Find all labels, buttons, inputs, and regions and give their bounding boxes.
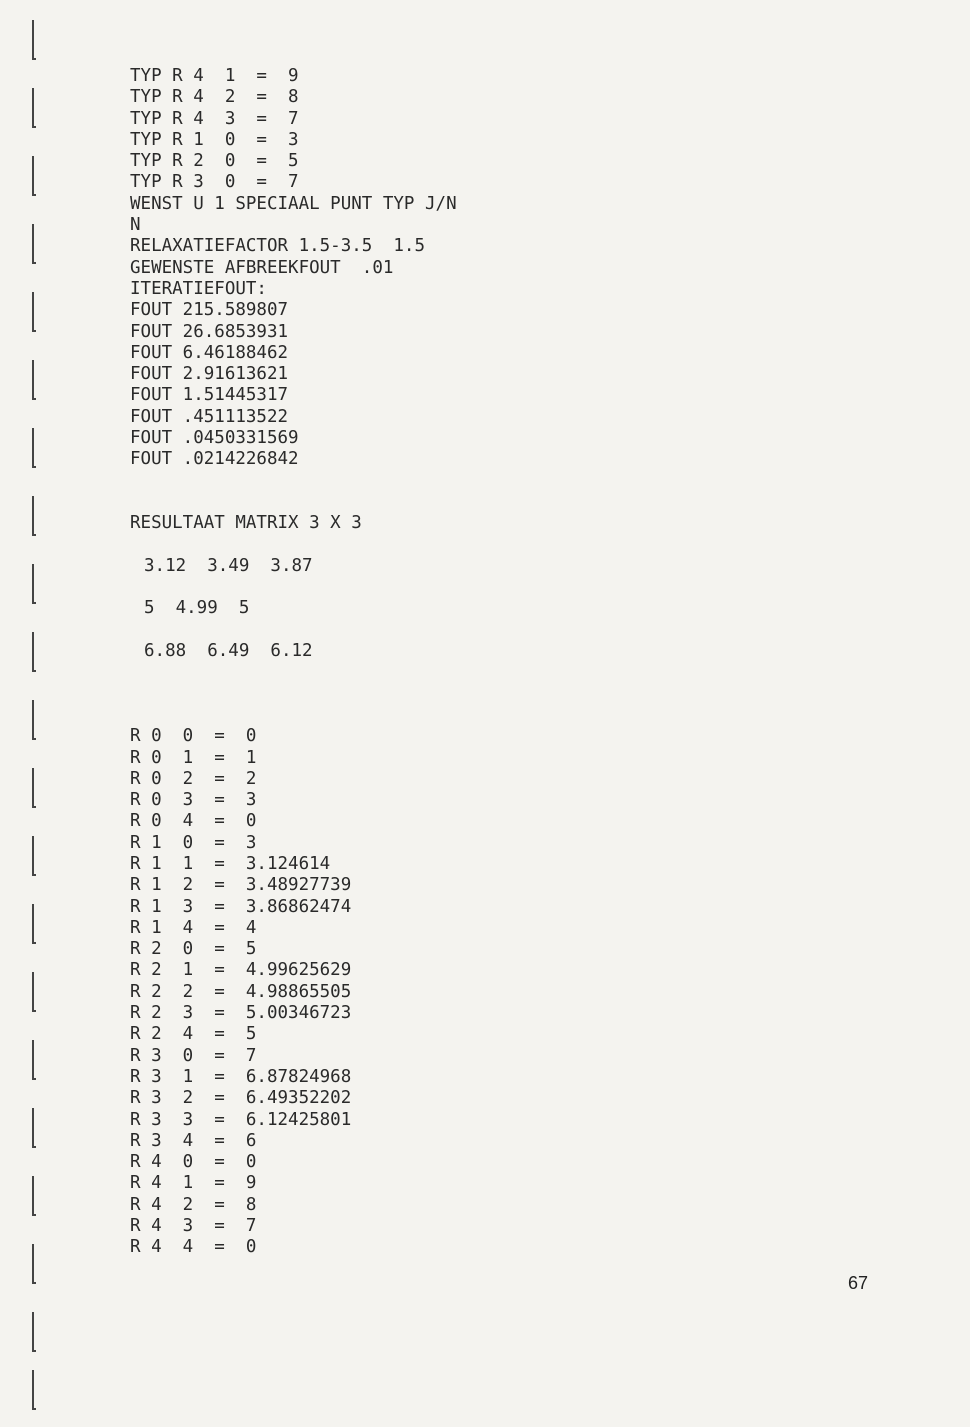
- iteration-error-heading: ITERATIEFOUT:: [130, 278, 267, 299]
- binding-mark: [32, 904, 36, 944]
- binding-mark: [32, 496, 36, 536]
- binding-mark: [32, 1176, 36, 1216]
- spacer: [130, 471, 650, 514]
- r-line: R 1 2 = 3.48927739: [130, 875, 352, 896]
- r-line: R 2 0 = 5: [130, 939, 257, 960]
- special-point-prompt: WENST U 1 SPECIAAL PUNT TYP J/N: [130, 193, 457, 214]
- binding-mark: [32, 360, 36, 400]
- result-matrix-title: RESULTAAT MATRIX 3 X 3: [130, 513, 362, 534]
- spacer: [130, 577, 650, 598]
- r-line: R 2 3 = 5.00346723: [130, 1003, 352, 1024]
- spacer: [130, 620, 650, 641]
- r-line: R 3 1 = 6.87824968: [130, 1066, 352, 1087]
- fout-line: FOUT .451113522: [130, 406, 289, 427]
- matrix-row: 6.88 6.49 6.12: [144, 641, 313, 662]
- binding-mark: [32, 632, 36, 672]
- binding-mark: [32, 1312, 36, 1352]
- r-line: R 2 2 = 4.98865505: [130, 981, 352, 1002]
- r-line: R 2 4 = 5: [130, 1024, 257, 1045]
- spacer: [130, 662, 650, 705]
- r-line: R 4 2 = 8: [130, 1194, 257, 1215]
- spiral-binding: [22, 20, 38, 1410]
- page-number: 67: [848, 1273, 869, 1293]
- r-line: R 3 4 = 6: [130, 1130, 257, 1151]
- r-line: R 1 0 = 3: [130, 832, 257, 853]
- binding-mark: [32, 224, 36, 264]
- spacer: [130, 535, 650, 556]
- r-line: R 2 1 = 4.99625629: [130, 960, 352, 981]
- fout-line: FOUT 1.51445317: [130, 385, 289, 406]
- binding-mark: [32, 768, 36, 808]
- r-line: R 1 4 = 4: [130, 917, 257, 938]
- binding-mark: [32, 700, 36, 740]
- typ-line: TYP R 3 0 = 7: [130, 172, 299, 193]
- r-line: R 4 3 = 7: [130, 1216, 257, 1237]
- r-line: R 3 0 = 7: [130, 1045, 257, 1066]
- fout-line: FOUT 215.589807: [130, 300, 289, 321]
- typ-line: TYP R 4 1 = 9: [130, 66, 299, 86]
- binding-mark: [32, 1040, 36, 1080]
- matrix-row: 5 4.99 5: [144, 598, 250, 619]
- binding-mark: [32, 1370, 36, 1410]
- fout-line: FOUT .0214226842: [130, 449, 299, 470]
- typ-line: TYP R 2 0 = 5: [130, 151, 299, 172]
- fout-line: FOUT 2.91613621: [130, 364, 289, 385]
- typ-line: TYP R 1 0 = 3: [130, 129, 299, 150]
- binding-mark: [32, 292, 36, 332]
- r-line: R 0 2 = 2: [130, 768, 257, 789]
- binding-mark: [32, 20, 36, 60]
- r-line: R 1 3 = 3.86862474: [130, 896, 352, 917]
- fout-line: FOUT 26.6853931: [130, 321, 289, 342]
- binding-mark: [32, 564, 36, 604]
- binding-mark: [32, 972, 36, 1012]
- binding-mark: [32, 836, 36, 876]
- relaxation-factor: RELAXATIEFACTOR 1.5-3.5 1.5: [130, 236, 426, 257]
- r-line: R 3 2 = 6.49352202: [130, 1088, 352, 1109]
- r-line: R 0 0 = 0: [130, 726, 257, 747]
- fout-line: FOUT .0450331569: [130, 428, 299, 449]
- r-line: R 0 3 = 3: [130, 790, 257, 811]
- typ-line: TYP R 4 2 = 8: [130, 87, 299, 108]
- typ-line: TYP R 4 3 = 7: [130, 108, 299, 129]
- r-line: R 3 3 = 6.12425801: [130, 1109, 352, 1130]
- special-point-answer: N: [130, 215, 141, 236]
- desired-error: GEWENSTE AFBREEKFOUT .01: [130, 257, 394, 278]
- binding-mark: [32, 1108, 36, 1148]
- r-line: R 4 1 = 9: [130, 1173, 257, 1194]
- matrix-row: 3.12 3.49 3.87: [144, 555, 313, 576]
- binding-mark: [32, 428, 36, 468]
- r-line: R 1 1 = 3.124614: [130, 853, 331, 874]
- r-line: R 4 4 = 0: [130, 1237, 257, 1258]
- r-line: R 0 1 = 1: [130, 747, 257, 768]
- r-line: R 0 4 = 0: [130, 811, 257, 832]
- spacer: [130, 705, 650, 726]
- binding-mark: [32, 1244, 36, 1284]
- binding-mark: [32, 88, 36, 128]
- fout-line: FOUT 6.46188462: [130, 342, 289, 363]
- r-line: R 4 0 = 0: [130, 1152, 257, 1173]
- binding-mark: [32, 156, 36, 196]
- computer-printout: [130, 66, 650, 1259]
